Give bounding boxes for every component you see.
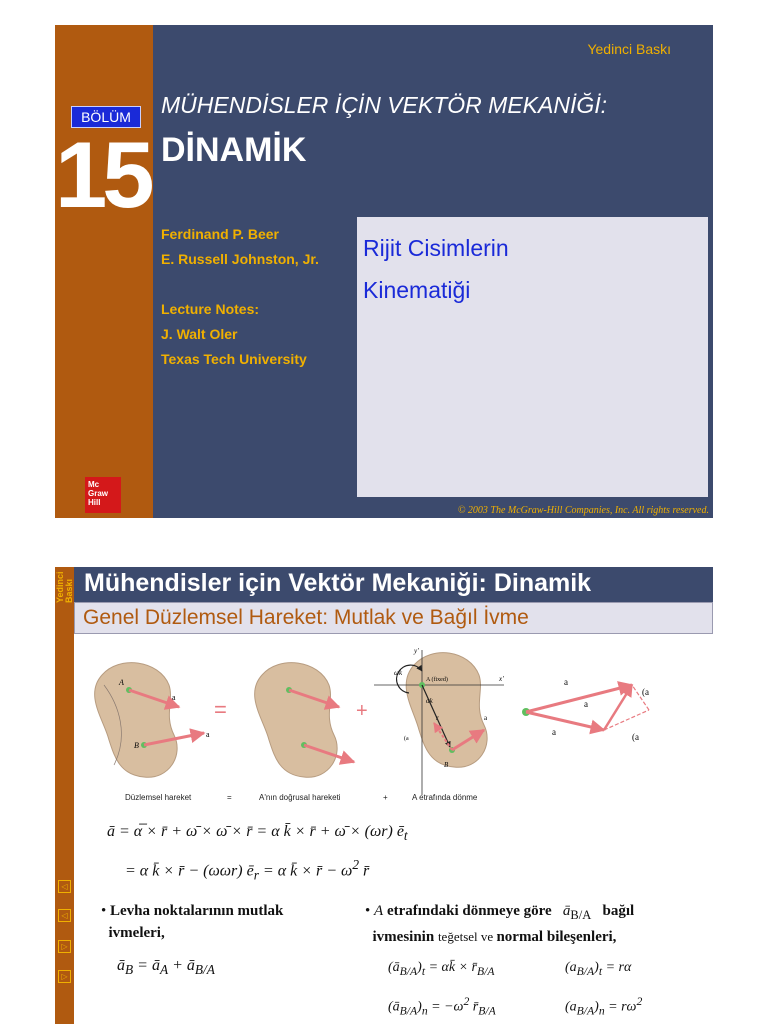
slide-title: Mühendisler için Vektör Mekaniği: Dinamik bbox=[74, 567, 713, 602]
caption-plus: + bbox=[383, 793, 388, 802]
notes-line: Lecture Notes: bbox=[161, 301, 260, 317]
next-slide-icon[interactable]: ▷ bbox=[58, 940, 71, 953]
label-aBA-rot: a bbox=[484, 714, 488, 722]
slide-subtitle: Genel Düzlemsel Hareket: Mutlak ve Bağıl İvme bbox=[74, 602, 713, 634]
label-B-rot: B bbox=[444, 761, 449, 769]
topic-line: Rijit Cisimlerin bbox=[363, 235, 509, 261]
first-slide-icon[interactable]: ◁ bbox=[58, 880, 71, 893]
chapter-number: 15 bbox=[55, 122, 150, 227]
notes-line: Texas Tech University bbox=[161, 351, 307, 367]
edition-label: Yedinci Baskı bbox=[587, 41, 671, 57]
series-title: MÜHENDİSLER İÇİN VEKTÖR MEKANİĞİ: bbox=[161, 92, 608, 118]
bullet-relative-acceleration: • A etrafındaki dönmeye göre $ā_{B/A}$ bağıl ivmesinin teğetsel ve normal bileşenleri, bbox=[365, 903, 635, 945]
label-aB-vec: a bbox=[564, 677, 568, 687]
caption-translation: A'nın doğrusal hareketi bbox=[259, 793, 341, 802]
equation-2: = α k̄ × r̄ − (ωωr) $ē_r = \alpha$ k̄ × r̄ − $\omega^2$ r̄ bbox=[125, 857, 370, 883]
label-omega-k: ωk bbox=[394, 669, 403, 677]
label-A: A bbox=[119, 678, 124, 687]
author-name: Ferdinand P. Beer bbox=[161, 226, 280, 242]
caption-equals: = bbox=[227, 793, 232, 802]
topic-line: Kinematiği bbox=[363, 277, 471, 303]
author-name: E. Russell Johnston, Jr. bbox=[161, 251, 319, 267]
label-r-BA: r bbox=[436, 714, 439, 722]
motion-diagram bbox=[74, 645, 713, 805]
bullet-absolute-acceleration: • Levha noktalarının mutlak ivmeleri, bbox=[101, 903, 284, 941]
equation-1: ā = α̅ × r̄ + ω̄ × ω̄ × r̄ = α k̄ × r̄ + ω̄ × (ωr) $ē_t$ bbox=[107, 823, 408, 844]
title-slide-sidebar bbox=[55, 25, 153, 518]
label-aBA-vec: a bbox=[584, 699, 588, 709]
formula-tangential-vector: $(ā_{B/A})_t$ = αk̄ × $r̄_{B/A}$ bbox=[388, 960, 495, 978]
rigid-body-2 bbox=[255, 663, 338, 778]
notes-line: J. Walt Oler bbox=[161, 326, 238, 342]
label-xprime: x' bbox=[499, 675, 504, 683]
label-aBA-n-rot: (a bbox=[404, 736, 409, 742]
topic-box bbox=[357, 217, 708, 497]
plus-sign: + bbox=[356, 700, 368, 722]
equals-sign: = bbox=[214, 697, 227, 722]
formula-tangential-scalar: $(a_{B/A})_t = r\alpha$ bbox=[565, 960, 632, 978]
label-fixed: A (fixed) bbox=[426, 677, 448, 683]
last-slide-icon[interactable]: ▷ bbox=[58, 970, 71, 983]
chapter-label: BÖLÜM bbox=[71, 106, 141, 128]
rigid-body-1 bbox=[95, 663, 178, 778]
prev-slide-icon[interactable]: ◁ bbox=[58, 909, 71, 922]
label-yprime: y' bbox=[414, 647, 419, 655]
content-slide-sidebar bbox=[55, 567, 74, 1024]
formula-normal-vector: $(ā_{B/A})_n = -\omega^2$ $r̄_{B/A}$ bbox=[388, 995, 496, 1018]
content-slide bbox=[55, 567, 713, 1024]
sidebar-edition-text: Yedinci Baskı bbox=[55, 571, 74, 603]
title-slide bbox=[55, 25, 713, 518]
label-aBA-t: (a bbox=[632, 732, 639, 742]
formula-aB: $ā_B$ = $ā_A$ + $ā_{B/A}$ bbox=[117, 957, 215, 978]
subject-title: DİNAMİK bbox=[161, 131, 307, 169]
label-alpha-k: αk bbox=[426, 697, 433, 705]
label-B: B bbox=[134, 741, 139, 750]
label-aA-vec: a bbox=[552, 727, 556, 737]
publisher-logo: Mc Graw Hill bbox=[85, 477, 121, 513]
copyright-text: © 2003 The McGraw-Hill Companies, Inc. All rights reserved. bbox=[457, 505, 709, 516]
label-aB: a bbox=[206, 730, 210, 739]
caption-rotation: A etrafında dönme bbox=[412, 793, 478, 802]
formula-normal-scalar: $(a_{B/A})_n = r\omega^2$ bbox=[565, 995, 643, 1018]
authors-block bbox=[161, 222, 319, 372]
caption-plane-motion: Düzlemsel hareket bbox=[125, 793, 192, 802]
label-aBA-n: (a bbox=[642, 687, 649, 697]
rigid-body-3 bbox=[406, 653, 487, 768]
label-aA: a bbox=[172, 693, 176, 702]
